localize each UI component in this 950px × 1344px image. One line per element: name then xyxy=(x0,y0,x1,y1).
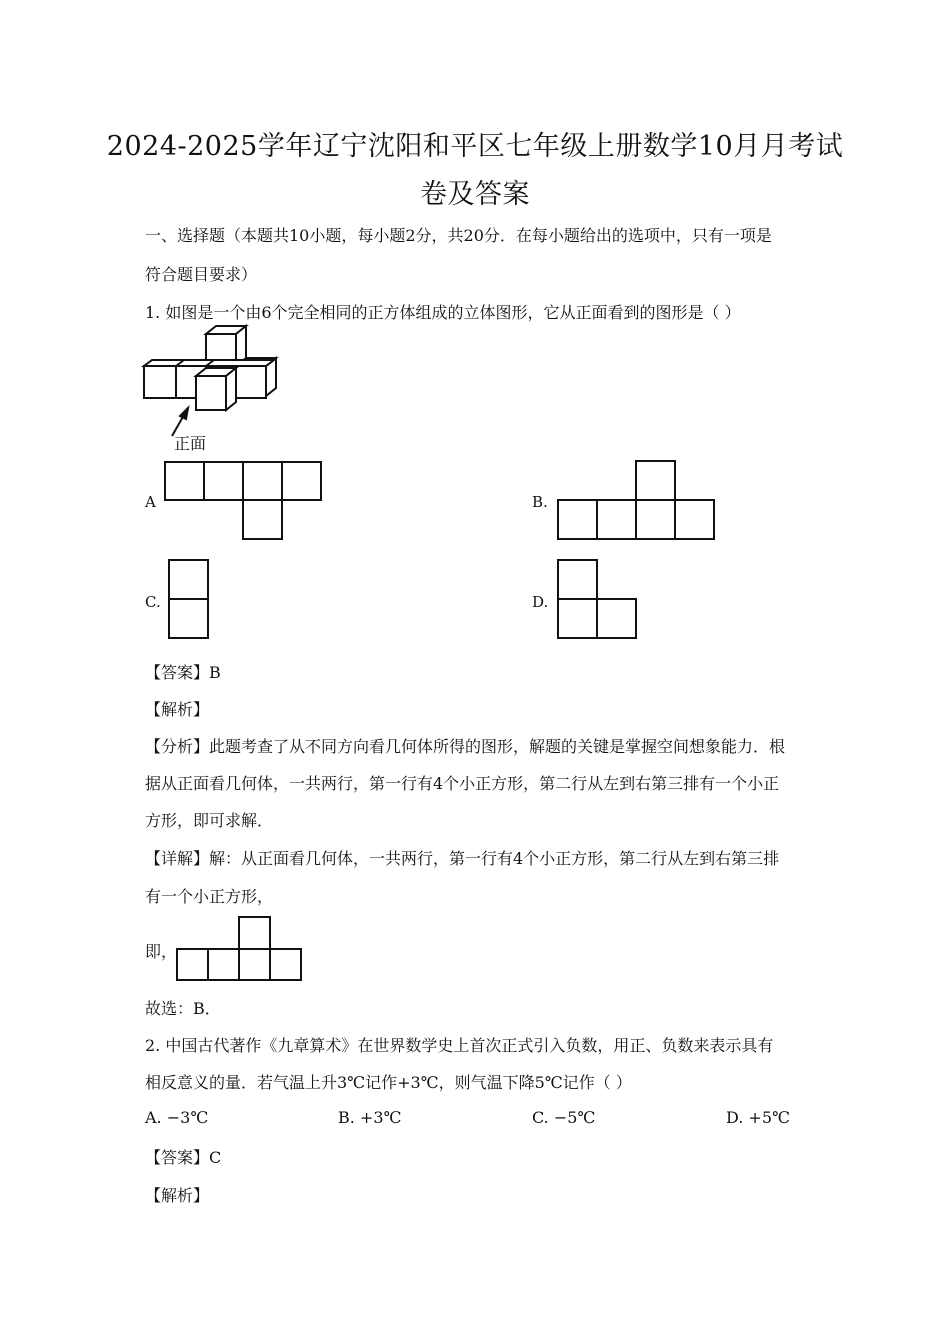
question-2-stem-line-1: 2. 中国古代著作《九章算术》在世界数学史上首次正式引入负数，用正、负数来表示具有 xyxy=(145,1036,774,1055)
question-1-ji: 即， xyxy=(145,942,178,961)
solution-figure xyxy=(176,916,304,982)
section-heading-line-1: 一、选择题（本题共10小题，每小题2分，共20分．在每小题给出的选项中，只有一项是 xyxy=(145,226,772,245)
q2-option-b: B. +3℃ xyxy=(338,1108,402,1127)
question-1-answer: 【答案】B xyxy=(145,663,221,682)
q2-option-a: A. −3℃ xyxy=(145,1108,209,1127)
question-2-answer: 【答案】C xyxy=(145,1148,222,1167)
option-a-label: A xyxy=(145,493,156,511)
option-b-figure xyxy=(557,460,717,542)
question-2-stem-line-2: 相反意义的量．若气温上升3℃记作+3℃，则气温下降5℃记作（ ） xyxy=(145,1073,632,1092)
section-heading-line-2: 符合题目要求） xyxy=(145,265,258,284)
q2-option-c: C. −5℃ xyxy=(532,1108,596,1127)
option-c-figure xyxy=(168,559,212,641)
document-title-line-1: 2024-2025学年辽宁沈阳和平区七年级上册数学10月月考试 xyxy=(106,131,844,162)
question-1-fenxi-line-1: 【分析】此题考查了从不同方向看几何体所得的图形，解题的关键是掌握空间想象能力．根 xyxy=(145,737,786,756)
question-1-detail-line-1: 【详解】解：从正面看几何体，一共两行，第一行有4个小正方形，第二行从左到右第三排 xyxy=(145,849,780,868)
question-1-stem: 1. 如图是一个由6个完全相同的正方体组成的立体图形，它从正面看到的图形是（ ） xyxy=(145,303,741,322)
option-d-figure xyxy=(557,559,639,641)
question-1-detail-line-2: 有一个小正方形， xyxy=(145,887,274,906)
option-a-figure xyxy=(164,461,324,541)
question-1-analysis-heading: 【解析】 xyxy=(145,700,210,719)
option-b-label: B. xyxy=(532,493,548,511)
option-c-label: C. xyxy=(145,593,161,611)
question-2-analysis-heading: 【解析】 xyxy=(145,1186,210,1205)
option-d-label: D. xyxy=(532,593,549,611)
question-1-fenxi-line-3: 方形，即可求解． xyxy=(145,811,274,830)
front-label: 正面 xyxy=(174,434,207,453)
question-1-choice: 故选：B． xyxy=(145,999,221,1018)
cube-solid-figure xyxy=(140,324,290,454)
q2-option-d: D. +5℃ xyxy=(726,1108,790,1127)
question-1-fenxi-line-2: 据从正面看几何体，一共两行，第一行有4个小正方形，第二行从左到右第三排有一个小正 xyxy=(145,774,780,793)
document-title-line-2: 卷及答案 xyxy=(420,179,530,210)
